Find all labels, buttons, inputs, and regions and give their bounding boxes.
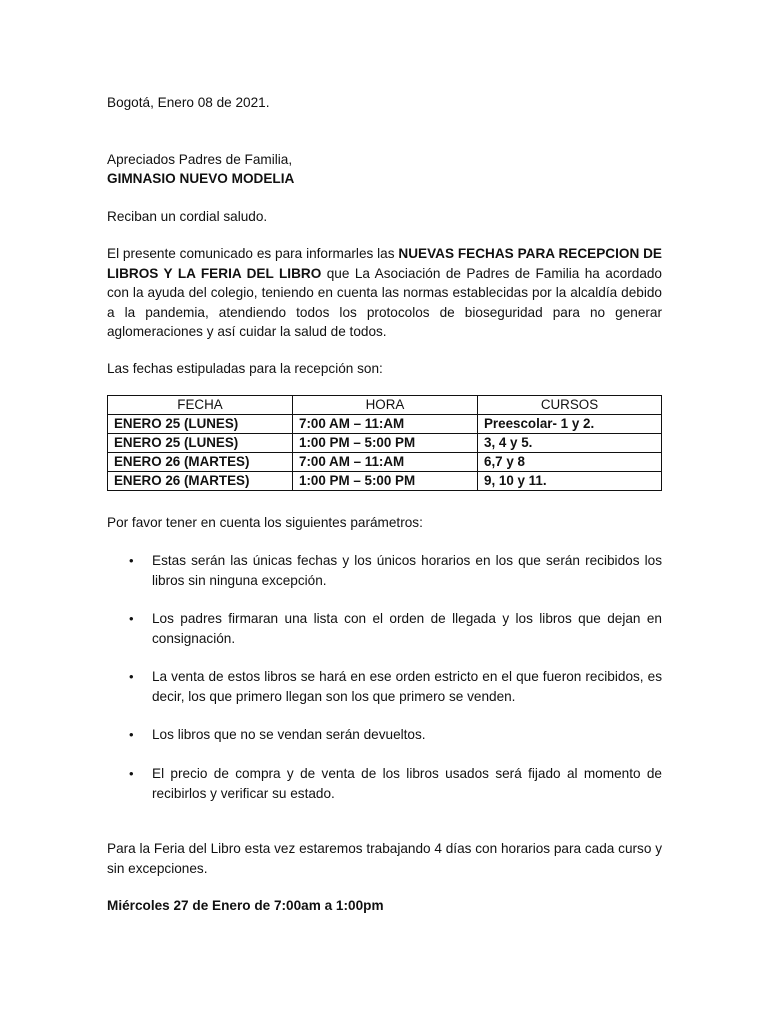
table-row xyxy=(108,472,662,491)
intro-text-start: El presente comunicado es para informarles las xyxy=(107,246,399,261)
list-item xyxy=(107,725,662,745)
cell-fecha: ENERO 25 (LUNES) xyxy=(108,415,293,434)
bullet-icon: • xyxy=(129,553,134,568)
intro-highlight: NUEVAS FECHAS PARA RECEPCION DE LIBROS Y LA FERIA DEL LIBRO xyxy=(107,246,662,281)
bullet-icon: • xyxy=(129,669,134,684)
table-row xyxy=(108,434,662,453)
cell-cursos: 6,7 y 8 xyxy=(478,453,662,472)
bullet-icon: • xyxy=(129,766,134,781)
header-cursos: CURSOS xyxy=(478,396,662,415)
header-hora: HORA xyxy=(293,396,478,415)
list-item-text: Estas serán las únicas fechas y los únicos horarios en los que serán recibidos los libros sin ninguna excepción. xyxy=(152,553,662,588)
list-item xyxy=(107,764,662,803)
header-fecha: FECHA xyxy=(108,396,293,415)
table-header-row xyxy=(108,396,662,415)
list-item-text: La venta de estos libros se hará en ese orden estricto en el que fueron recibidos, es decir, los que primero llegan son los que primero se venden. xyxy=(152,669,662,704)
cell-hora: 1:00 PM – 5:00 PM xyxy=(293,434,478,453)
fair-intro: Para la Feria del Libro esta vez estaremos trabajando 4 días con horarios para cada curso y sin excepciones. xyxy=(107,841,662,876)
cell-cursos: 3, 4 y 5. xyxy=(478,434,662,453)
list-item xyxy=(107,551,662,590)
table-row xyxy=(108,415,662,434)
cell-cursos: Preescolar- 1 y 2. xyxy=(478,415,662,434)
list-item-text: Los padres firmaran una lista con el orden de llegada y los libros que dejan en consignación. xyxy=(152,611,662,646)
bullet-icon: • xyxy=(129,611,134,626)
school-name: GIMNASIO NUEVO MODELIA xyxy=(107,171,295,186)
cell-fecha: ENERO 25 (LUNES) xyxy=(108,434,293,453)
cell-fecha: ENERO 26 (MARTES) xyxy=(108,472,293,491)
dates-intro: Las fechas estipuladas para la recepción son: xyxy=(107,361,383,376)
table-row xyxy=(108,453,662,472)
list-item-text: Los libros que no se vendan serán devueltos. xyxy=(152,727,426,742)
reception-schedule-table xyxy=(107,395,662,491)
greeting: Reciban un cordial saludo. xyxy=(107,209,268,224)
bullet-icon: • xyxy=(129,727,134,742)
date-line: Bogotá, Enero 08 de 2021. xyxy=(107,95,270,110)
salutation: Apreciados Padres de Familia, xyxy=(107,152,293,167)
params-intro: Por favor tener en cuenta los siguientes parámetros: xyxy=(107,515,423,530)
cell-cursos: 9, 10 y 11. xyxy=(478,472,662,491)
fair-day-1: Miércoles 27 de Enero de 7:00am a 1:00pm xyxy=(107,898,384,913)
list-item xyxy=(107,667,662,706)
list-item xyxy=(107,609,662,648)
intro-text-end: que La Asociación de Padres de Familia ha acordado con la ayuda del colegio, teniendo en cuenta las normas establecidas por la alcaldía debido a la pandemia, atendiendo todos los protocolos de bioseguridad para no generar aglomeraciones y así cuidar la salud de todos. xyxy=(107,265,662,339)
cell-hora: 7:00 AM – 11:AM xyxy=(293,415,478,434)
list-item-text: El precio de compra y de venta de los libros usados será fijado al momento de recibirlos y verificar su estado. xyxy=(152,766,662,801)
cell-fecha: ENERO 26 (MARTES) xyxy=(108,453,293,472)
cell-hora: 7:00 AM – 11:AM xyxy=(293,453,478,472)
intro-paragraph xyxy=(107,244,662,342)
cell-hora: 1:00 PM – 5:00 PM xyxy=(293,472,478,491)
